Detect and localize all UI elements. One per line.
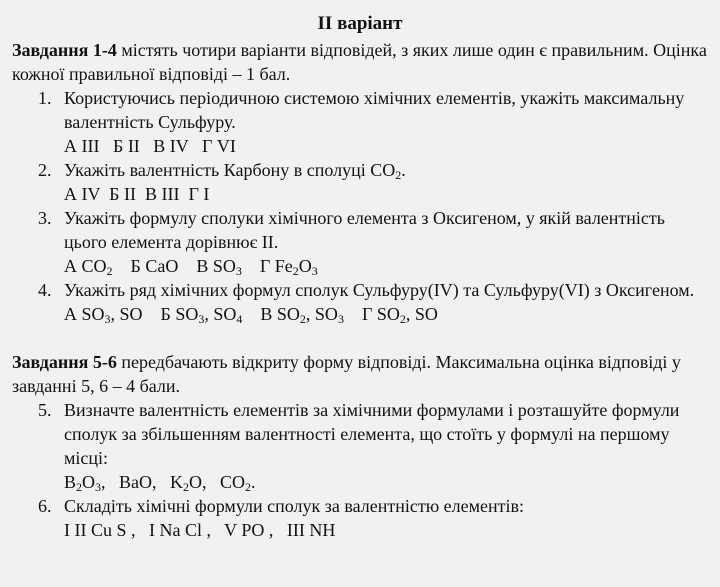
q5-formula-1: $B_2O_3$, (64, 472, 106, 494)
question-6-text: Складіть хімічні формули сполук за валентністю елементів: (64, 496, 525, 516)
question-2 (12, 158, 708, 206)
question-2-options: А ІV Б ІІ В ІІІ Г І (64, 184, 210, 204)
question-5-formulas (64, 470, 708, 494)
question-6-options: І ІІ Cu S , І Na Cl , V PO , ІІІ NH (64, 520, 336, 540)
q4-option-d: Г $SO_2$, SO (361, 304, 438, 326)
q4-option-b: Б $SO_3$, $SO_4$ (160, 304, 243, 326)
question-4-options (64, 302, 708, 326)
variant-title: II варіант (317, 13, 403, 34)
section-gap (12, 326, 708, 350)
question-4-text: Укажіть ряд хімічних формул сполук Сульфуру(IV) та Сульфуру(VI) з Оксигеном. (64, 280, 695, 300)
q3-option-b: Б CaO (130, 256, 179, 276)
section1-instructions (12, 38, 708, 86)
q3-option-d: Г $Fe_2O_3$ (259, 256, 318, 278)
section2-lead: Завдання 5-6 (12, 352, 117, 372)
q3-option-a: А $CO_2$ (64, 256, 113, 278)
question-2-text-main: Укажіть валентність Карбону в сполуці CO (64, 160, 396, 180)
question-5 (12, 398, 708, 494)
question-1 (12, 86, 708, 158)
q3-option-c: В $SO_3$ (196, 256, 242, 278)
section2-text: передбачають відкриту форму відповіді. Максимальна оцінка відповіді у завданні 5, 6 – 4 бали. (12, 352, 681, 396)
question-3-options (64, 254, 708, 278)
question-3-number: 3. (38, 208, 52, 228)
question-4 (12, 278, 708, 326)
question-2-text (64, 158, 708, 182)
q5-formula-3: $K_2O$, (170, 472, 207, 494)
question-5-number: 5. (38, 400, 52, 420)
question-4-number: 4. (38, 280, 52, 300)
section1-text: містять чотири варіанти відповідей, з яких лише один є правильним. Оцінка кожної правильної відповіді – 1 бал. (12, 40, 707, 84)
q4-option-c: В $SO_2$, $SO_3$ (260, 304, 344, 326)
question-6-number: 6. (38, 496, 52, 516)
q4-option-a: А $SO_3$, SO (64, 304, 143, 326)
section2-instructions (12, 350, 708, 398)
q5-formula-4: $CO_2$. (220, 472, 256, 494)
question-1-options: А ІІІ Б ІІ В ІV Г VІ (64, 136, 236, 156)
question-5-text: Визначте валентність елементів за хімічними формулами і розташуйте формули сполук за збільшенням валентності елемента, що стоїть у формулі на першому місці: (64, 400, 680, 468)
question-2-number: 2. (38, 160, 52, 180)
question-1-text: Користуючись періодичною системою хімічних елементів, укажіть максимальну валентність Сульфуру. (64, 88, 685, 132)
question-3 (12, 206, 708, 278)
q5-formula-2: BaO, (119, 472, 157, 492)
question-3-text: Укажіть формулу сполуки хімічного елемента з Оксигеном, у якій валентність цього елемента дорівнює ІІ. (64, 208, 665, 252)
section1-lead: Завдання 1-4 (12, 40, 117, 60)
question-2-text-tail: . (401, 160, 406, 180)
question-2-subscript: 2 (395, 168, 402, 182)
question-6 (12, 494, 708, 542)
question-1-number: 1. (38, 88, 52, 108)
